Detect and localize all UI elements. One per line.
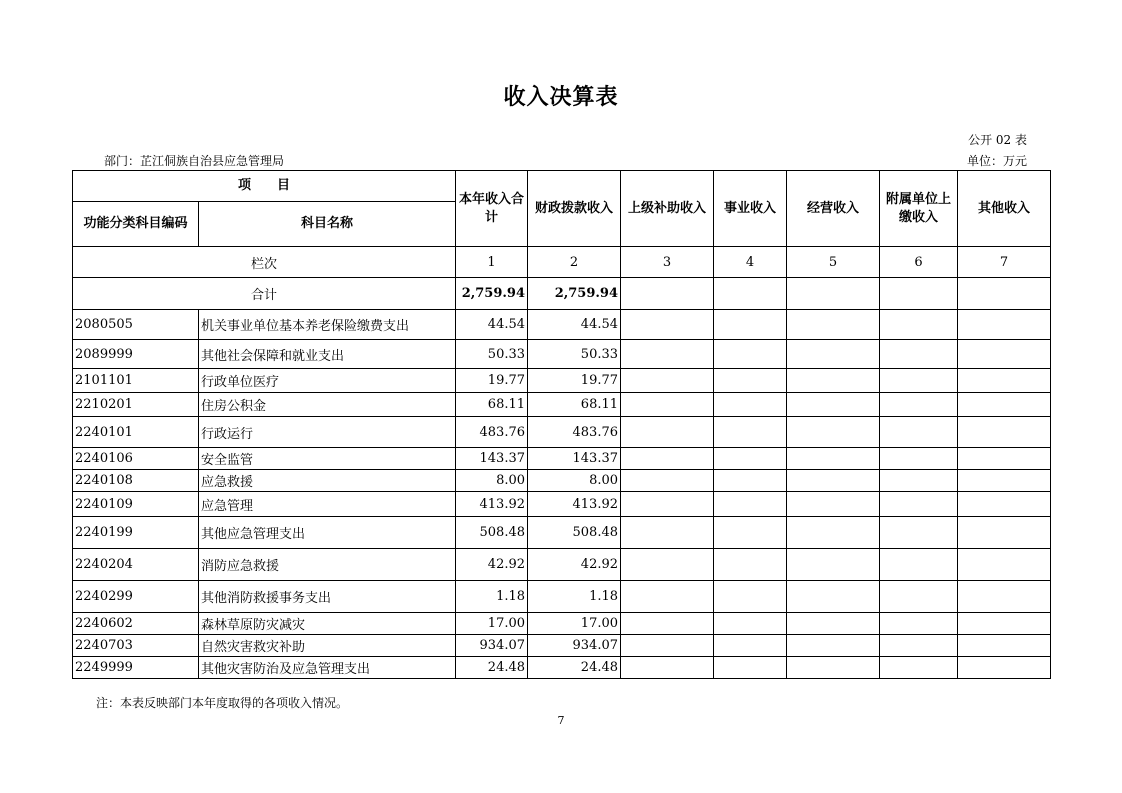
table-row [73, 549, 1051, 581]
column-num: 6 [880, 247, 958, 278]
row-fiscal: 143.37 [528, 448, 621, 470]
row-total: 24.48 [456, 657, 528, 679]
row-code: 2240602 [73, 613, 199, 635]
row-name: 自然灾害救灾补助 [199, 635, 456, 657]
table-row [73, 448, 1051, 470]
empty-cell [787, 581, 880, 613]
row-total: 1.18 [456, 581, 528, 613]
table-row [73, 613, 1051, 635]
empty-cell [958, 417, 1051, 448]
empty-cell [880, 657, 958, 679]
empty-cell [714, 492, 787, 517]
total-row [73, 278, 1051, 310]
row-fiscal: 19.77 [528, 369, 621, 393]
empty-cell [621, 340, 714, 369]
empty-cell [958, 581, 1051, 613]
header-code: 功能分类科目编码 [73, 202, 199, 247]
row-code: 2080505 [73, 310, 199, 340]
row-code: 2240204 [73, 549, 199, 581]
empty-cell [621, 369, 714, 393]
department-label: 部门：芷江侗族自治县应急管理局 [104, 154, 285, 168]
empty-cell [787, 340, 880, 369]
empty-cell [621, 393, 714, 417]
empty-cell [621, 492, 714, 517]
header-other: 其他收入 [958, 171, 1051, 247]
table-row [73, 581, 1051, 613]
row-total: 50.33 [456, 340, 528, 369]
empty-cell [958, 369, 1051, 393]
page-title: 收入决算表 [503, 85, 619, 110]
row-name: 行政运行 [199, 417, 456, 448]
empty-cell [958, 393, 1051, 417]
empty-cell [714, 369, 787, 393]
table-row [73, 369, 1051, 393]
empty-cell [787, 635, 880, 657]
empty-cell [880, 613, 958, 635]
row-total: 19.77 [456, 369, 528, 393]
empty-cell [621, 581, 714, 613]
empty-cell [880, 448, 958, 470]
header-affiliated: 附属单位上缴收入 [880, 171, 958, 247]
table-row [73, 470, 1051, 492]
empty-cell [714, 657, 787, 679]
footnote: 注：本表反映部门本年度取得的各项收入情况。 [96, 696, 349, 710]
empty-cell [880, 635, 958, 657]
header-operation: 经营收入 [787, 171, 880, 247]
empty-cell [787, 657, 880, 679]
empty-cell [621, 549, 714, 581]
empty-cell [958, 448, 1051, 470]
row-name: 应急管理 [199, 492, 456, 517]
empty-cell [958, 517, 1051, 549]
empty-cell [880, 340, 958, 369]
header-item: 项 目 [73, 171, 456, 202]
row-code: 2240109 [73, 492, 199, 517]
row-total: 508.48 [456, 517, 528, 549]
empty-cell [958, 470, 1051, 492]
table-row [73, 417, 1051, 448]
empty-cell [880, 369, 958, 393]
row-total: 934.07 [456, 635, 528, 657]
empty-cell [787, 470, 880, 492]
column-num: 2 [528, 247, 621, 278]
column-num: 3 [621, 247, 714, 278]
empty-cell [714, 340, 787, 369]
empty-cell [958, 492, 1051, 517]
row-name: 住房公积金 [199, 393, 456, 417]
empty-cell [787, 369, 880, 393]
row-code: 2240299 [73, 581, 199, 613]
empty-cell [714, 517, 787, 549]
row-name: 消防应急救援 [199, 549, 456, 581]
empty-cell [787, 549, 880, 581]
empty-cell [787, 448, 880, 470]
column-row-label: 栏次 [73, 247, 456, 278]
table-row [73, 635, 1051, 657]
empty-cell [880, 417, 958, 448]
empty-cell [621, 657, 714, 679]
empty-cell [621, 448, 714, 470]
empty-cell [958, 635, 1051, 657]
row-code: 2240106 [73, 448, 199, 470]
row-fiscal: 1.18 [528, 581, 621, 613]
row-fiscal: 934.07 [528, 635, 621, 657]
empty-cell [714, 310, 787, 340]
empty-cell [787, 393, 880, 417]
row-fiscal: 483.76 [528, 417, 621, 448]
row-code: 2101101 [73, 369, 199, 393]
empty-cell [958, 613, 1051, 635]
row-code: 2240199 [73, 517, 199, 549]
table-row [73, 310, 1051, 340]
row-fiscal: 68.11 [528, 393, 621, 417]
page-number: 7 [557, 714, 565, 727]
empty-cell [714, 393, 787, 417]
column-number-row [73, 247, 1051, 278]
total-label: 合计 [73, 278, 456, 310]
empty-cell [621, 635, 714, 657]
empty-cell [714, 581, 787, 613]
header-fiscal: 财政拨款收入 [528, 171, 621, 247]
row-fiscal: 508.48 [528, 517, 621, 549]
empty-cell [880, 517, 958, 549]
empty-cell [714, 417, 787, 448]
header-row-1 [73, 171, 1051, 202]
empty-cell [880, 581, 958, 613]
header-total: 本年收入合计 [456, 171, 528, 247]
empty-cell [714, 635, 787, 657]
empty-cell [880, 393, 958, 417]
table-row [73, 340, 1051, 369]
row-total: 483.76 [456, 417, 528, 448]
empty-cell [958, 340, 1051, 369]
header-business: 事业收入 [714, 171, 787, 247]
table-row [73, 393, 1051, 417]
unit-label: 单位：万元 [966, 154, 1027, 168]
row-fiscal: 50.33 [528, 340, 621, 369]
empty-cell [787, 417, 880, 448]
row-total: 413.92 [456, 492, 528, 517]
header-superior: 上级补助收入 [621, 171, 714, 247]
form-number: 公开 02 表 [968, 133, 1027, 147]
total-income: 2,759.94 [456, 278, 528, 310]
empty-cell [880, 492, 958, 517]
row-name: 安全监管 [199, 448, 456, 470]
empty-cell [958, 549, 1051, 581]
column-num: 1 [456, 247, 528, 278]
row-fiscal: 24.48 [528, 657, 621, 679]
row-name: 应急救援 [199, 470, 456, 492]
row-code: 2240101 [73, 417, 199, 448]
empty-cell [621, 613, 714, 635]
row-code: 2240108 [73, 470, 199, 492]
empty-cell [714, 549, 787, 581]
row-total: 8.00 [456, 470, 528, 492]
row-name: 其他灾害防治及应急管理支出 [199, 657, 456, 679]
empty-cell [714, 470, 787, 492]
empty-cell [787, 492, 880, 517]
row-code: 2249999 [73, 657, 199, 679]
row-total: 68.11 [456, 393, 528, 417]
empty-cell [621, 517, 714, 549]
row-total: 42.92 [456, 549, 528, 581]
row-name: 其他应急管理支出 [199, 517, 456, 549]
column-num: 5 [787, 247, 880, 278]
row-name: 行政单位医疗 [199, 369, 456, 393]
row-name: 森林草原防灾减灾 [199, 613, 456, 635]
row-fiscal: 42.92 [528, 549, 621, 581]
total-fiscal: 2,759.94 [528, 278, 621, 310]
empty-cell [958, 657, 1051, 679]
table-row [73, 657, 1051, 679]
empty-cell [880, 549, 958, 581]
column-num: 7 [958, 247, 1051, 278]
row-total: 17.00 [456, 613, 528, 635]
empty-cell [880, 470, 958, 492]
empty-cell [880, 310, 958, 340]
empty-cell [621, 470, 714, 492]
empty-cell [958, 310, 1051, 340]
empty-cell [714, 448, 787, 470]
row-total: 44.54 [456, 310, 528, 340]
row-total: 143.37 [456, 448, 528, 470]
empty-cell [787, 310, 880, 340]
row-fiscal: 17.00 [528, 613, 621, 635]
row-fiscal: 8.00 [528, 470, 621, 492]
income-table [72, 170, 1051, 679]
table-row [73, 492, 1051, 517]
row-code: 2210201 [73, 393, 199, 417]
row-name: 机关事业单位基本养老保险缴费支出 [199, 310, 456, 340]
empty-cell [621, 417, 714, 448]
row-code: 2240703 [73, 635, 199, 657]
row-name: 其他消防救援事务支出 [199, 581, 456, 613]
row-fiscal: 44.54 [528, 310, 621, 340]
empty-cell [621, 310, 714, 340]
row-fiscal: 413.92 [528, 492, 621, 517]
column-num: 4 [714, 247, 787, 278]
row-code: 2089999 [73, 340, 199, 369]
empty-cell [787, 517, 880, 549]
empty-cell [714, 613, 787, 635]
row-name: 其他社会保障和就业支出 [199, 340, 456, 369]
table-row [73, 517, 1051, 549]
empty-cell [787, 613, 880, 635]
header-name: 科目名称 [199, 202, 456, 247]
